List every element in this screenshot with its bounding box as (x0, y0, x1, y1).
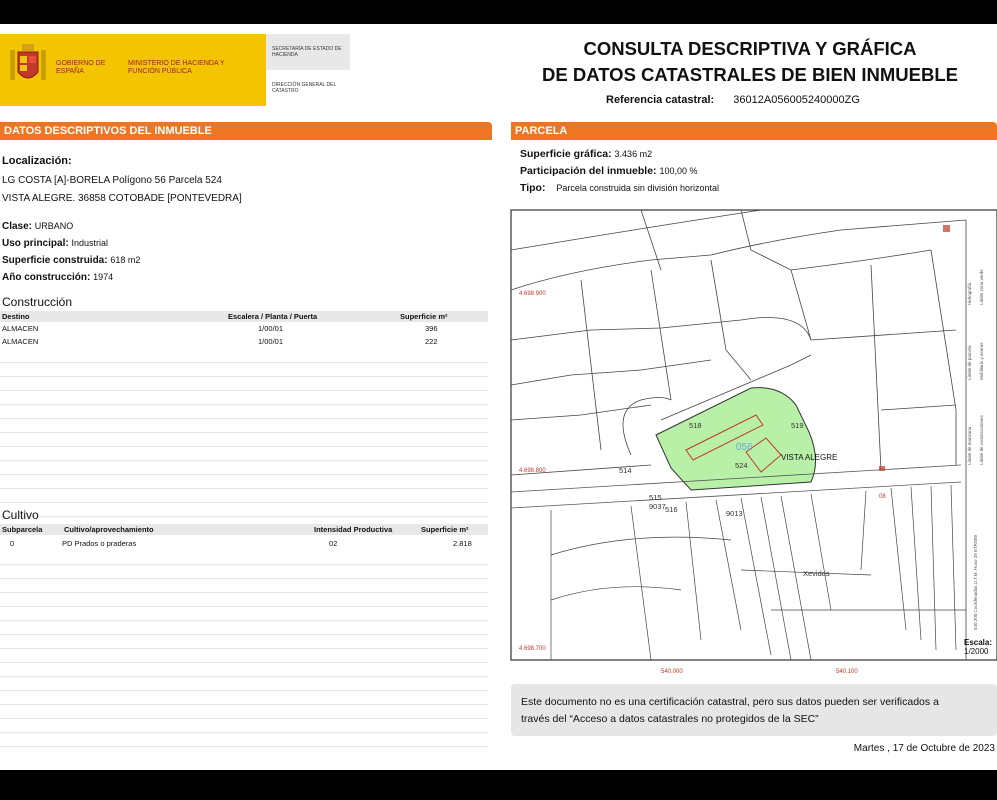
escala-block (964, 638, 992, 656)
coord-x-540100: 540.100 (836, 669, 858, 675)
row-superficie: 222 (425, 337, 438, 346)
disclaimer-note (511, 684, 997, 736)
row-intensidad: 02 (329, 539, 338, 548)
row-escalera: 1/00/01 (258, 337, 284, 346)
row-superficie-cultivo: 2.818 (453, 539, 472, 548)
anio-label: Año construcción: (2, 272, 91, 283)
legend-parcela: Límite de parcela (967, 345, 972, 380)
table-row (0, 538, 488, 550)
legend-construcciones: Límite de construcciones (979, 415, 984, 465)
localizacion-label: Localización: (2, 155, 72, 167)
label-9037: 9037 (649, 502, 666, 511)
clase-label: Clase: (2, 221, 33, 232)
document-page (0, 24, 997, 770)
uso-row (2, 238, 108, 249)
row-destino: ALMACEN (2, 337, 39, 346)
tipo-value: Parcela construida sin división horizontal (556, 183, 719, 193)
sup-grafica-value: 3.436 m2 (614, 149, 653, 159)
legend-mobiliario: Mobiliario y aceras (979, 342, 984, 380)
cultivo-empty-rows (0, 551, 488, 747)
col-superficie: Superficie m² (400, 312, 448, 321)
cultivo-header (0, 524, 488, 535)
coat-of-arms-icon (8, 42, 48, 88)
title-line-1: CONSULTA DESCRIPTIVA Y GRÁFICA (583, 38, 917, 59)
label-524: 524 (735, 461, 748, 470)
coord-y-4698900: 4.698.900 (519, 291, 546, 297)
construccion-title: Construcción (2, 295, 73, 309)
construccion-header (0, 311, 488, 322)
label-514: 514 (619, 466, 632, 475)
coord-x-540000: 540.000 (661, 669, 683, 675)
sup-grafica-row (520, 148, 652, 160)
table-row (0, 323, 488, 335)
document-title (520, 36, 980, 88)
construccion-empty-rows (0, 349, 488, 517)
localizacion-line-1: LG COSTA [A]-BORELA Polígono 56 Parcela 524 (2, 175, 222, 186)
superficie-row (2, 255, 140, 266)
label-516: 516 (665, 505, 678, 514)
anio-value: 1974 (93, 272, 114, 282)
col-intensidad: Intensidad Productiva (314, 525, 393, 534)
legend-hidrografia: Hidrografía (967, 282, 972, 305)
label-518: 518 (689, 421, 702, 430)
section-bar-parcela: PARCELA (511, 122, 997, 140)
participacion-value: 100,00 % (659, 166, 698, 176)
row-escalera: 1/00/01 (258, 324, 284, 333)
escala-label: Escala: (964, 638, 993, 647)
legend-manzana: Límite de manzana (967, 426, 972, 465)
escala-value: 1/2000 (964, 647, 989, 656)
legend-zona-verde: Límite zona verde (979, 269, 984, 305)
col-escalera: Escalera / Planta / Puerta (228, 312, 318, 321)
ref-label: Referencia catastral: (606, 94, 715, 106)
uso-label: Uso principal: (2, 238, 69, 249)
tipo-label: Tipo: (520, 182, 546, 194)
participacion-row (520, 165, 697, 177)
row-cultivo: PD Prados o praderas (62, 539, 137, 548)
coord-y-4698800: 4.698.800 (519, 468, 546, 474)
cadastral-map (511, 210, 997, 675)
referencia-catastral (520, 94, 990, 106)
participacion-label: Participación del inmueble: (520, 165, 657, 177)
legend-coords-note: 540.200 Coordenadas U.T.M. Huso 29 ETRS89 (973, 534, 978, 630)
direccion-label: DIRECCIÓN GENERAL DEL CATASTRO (272, 82, 337, 94)
note-line-1: Este documento no es una certificación catastral, pero sus datos pueden ser verificados a (521, 696, 939, 708)
ref-value: 36012A056005240000ZG (733, 94, 860, 106)
place-xevidos: Xevidos (803, 569, 830, 578)
section-bar-datos: DATOS DESCRIPTIVOS DEL INMUEBLE (0, 122, 492, 140)
coord-y-4698700: 4.698.700 (519, 646, 546, 652)
table-row (0, 336, 488, 348)
label-08: 08 (879, 494, 886, 500)
label-519: 519 (791, 421, 804, 430)
row-superficie: 396 (425, 324, 438, 333)
label-056: 056 (736, 442, 753, 453)
superficie-value: 618 m2 (110, 255, 141, 265)
cultivo-title: Cultivo (2, 508, 39, 522)
row-subparcela: 0 (10, 539, 15, 548)
label-515: 515 (649, 493, 662, 502)
place-vista-alegre: VISTA ALEGRE (781, 453, 838, 462)
secretaria-label: SECRETARÍA DE ESTADO DE HACIENDA (272, 46, 342, 58)
tipo-row (520, 182, 719, 194)
note-line-2: través del “Acceso a datos catastrales no protegidos de la SEC” (521, 713, 819, 725)
clase-value: URBANO (34, 221, 74, 231)
localizacion-line-2: VISTA ALEGRE. 36858 COTOBADE [PONTEVEDRA] (2, 193, 242, 204)
sup-grafica-label: Superficie gráfica: (520, 148, 612, 160)
col-superficie-cultivo: Superficie m² (421, 525, 469, 534)
superficie-label: Superficie construida: (2, 255, 108, 266)
clase-row (2, 221, 73, 232)
col-subparcela: Subparcela (2, 525, 43, 534)
uso-value: Industrial (71, 238, 108, 248)
gobierno-label: GOBIERNO DE ESPAÑA (56, 60, 106, 75)
document-date: Martes , 17 de Octubre de 2023 (853, 743, 995, 754)
anio-row (2, 272, 113, 283)
ministerio-label: MINISTERIO DE HACIENDA Y FUNCIÓN PÚBLICA (128, 60, 225, 75)
row-destino: ALMACEN (2, 324, 39, 333)
col-cultivo: Cultivo/aprovechamiento (64, 525, 154, 534)
title-line-2: DE DATOS CATASTRALES DE BIEN INMUEBLE (542, 64, 958, 85)
col-destino: Destino (2, 312, 30, 321)
label-9013: 9013 (726, 509, 743, 518)
